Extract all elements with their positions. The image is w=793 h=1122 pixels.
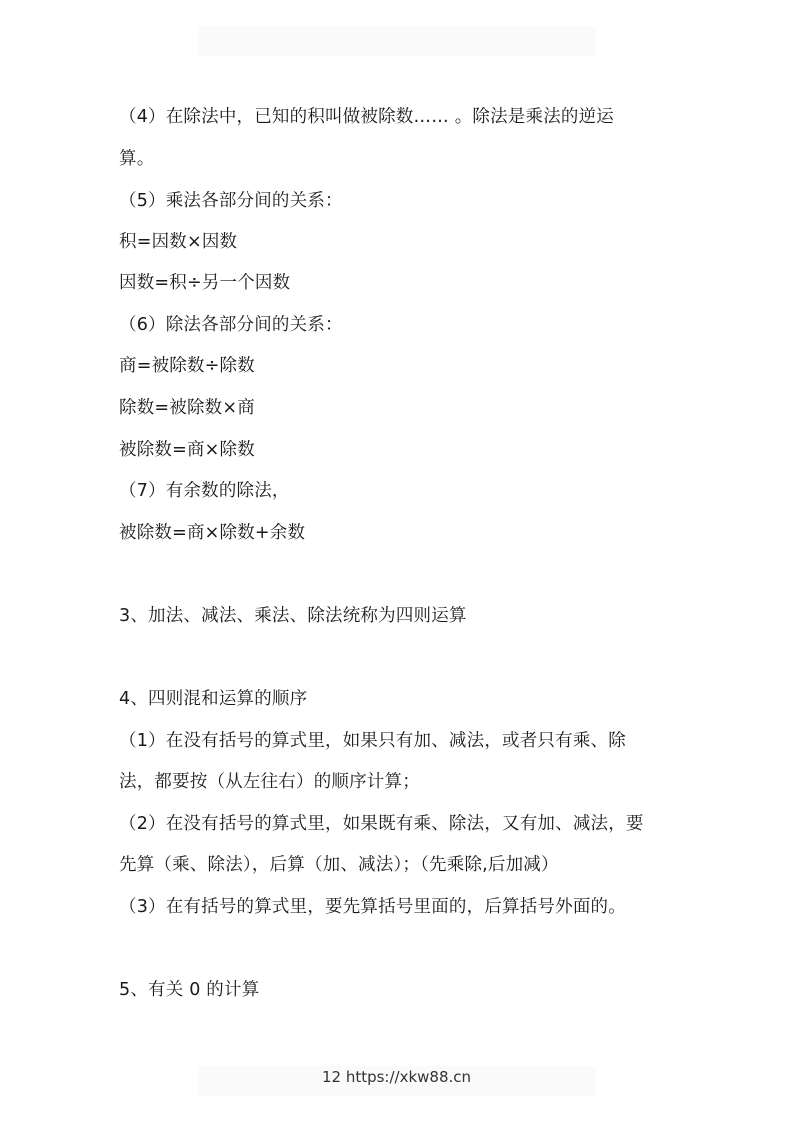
formula-quotient: 商=被除数÷除数 — [119, 356, 255, 376]
page-footer: 12 https://xkw88.cn — [321, 1068, 472, 1086]
rule-2-line-1: （2）在没有括号的算式里，如果既有乘、除法，又有加、减法，要 — [119, 814, 644, 834]
formula-product: 积=因数×因数 — [119, 232, 238, 252]
rule-3: （3）在有括号的算式里，要先算括号里面的，后算括号外面的。 — [119, 897, 626, 917]
rule-1-line-1: （1）在没有括号的算式里，如果只有加、减法，或者只有乘、除 — [119, 731, 626, 751]
heading-multiplication-relations: （5）乘法各部分间的关系： — [119, 191, 343, 211]
formula-divisor: 除数=被除数×商 — [119, 398, 255, 418]
rule-2-line-2: 先算（乘、除法），后算（加、减法）；（先乘除,后加减） — [119, 855, 559, 875]
section-4-order-of-operations: 4、四则混和运算的顺序 — [119, 689, 308, 709]
section-3-four-operations: 3、加法、减法、乘法、除法统称为四则运算 — [119, 606, 467, 626]
header-watermark — [198, 26, 596, 56]
formula-dividend: 被除数=商×除数 — [119, 440, 255, 460]
text-line-continuation: 算。 — [119, 149, 155, 169]
heading-division-relations: （6）除法各部分间的关系： — [119, 315, 343, 335]
section-5-zero-calculation: 5、有关 0 的计算 — [119, 980, 260, 1000]
heading-division-with-remainder: （7）有余数的除法， — [119, 481, 290, 501]
rule-1-line-2: 法，都要按（从左往右）的顺序计算； — [119, 772, 420, 792]
text-line-division-definition: （4）在除法中，已知的积叫做被除数…… 。除法是乘法的逆运 — [119, 107, 614, 127]
formula-dividend-remainder: 被除数=商×除数+余数 — [119, 523, 306, 543]
formula-factor: 因数=积÷另一个因数 — [119, 273, 291, 293]
